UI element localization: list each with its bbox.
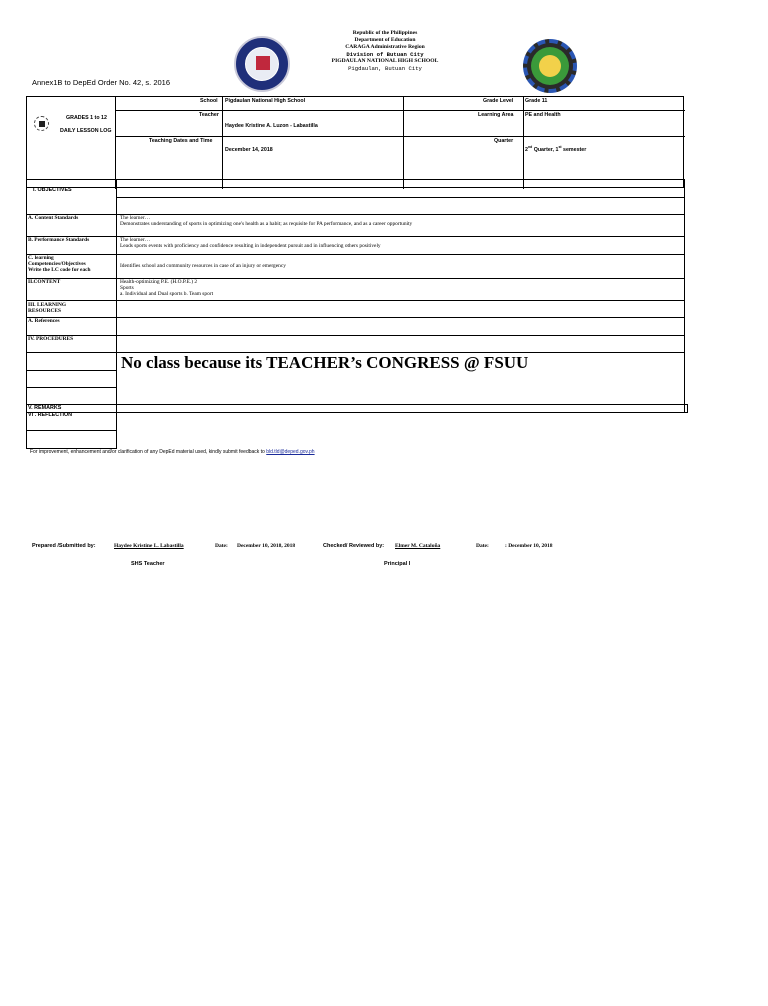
procedures-label: IV. PROCEDURES (28, 336, 74, 342)
checked-by-label: Checked/ Reviewed by: (323, 543, 385, 549)
header-line-6: Pigdaulan, Butuan City (348, 65, 422, 72)
lesson-plan-table (0, 0, 768, 460)
content-value: Health-optimizing P.E. (H.O.P.E.) 2 Sports a. Individual and Dual sports b. Team sport (120, 279, 214, 298)
performance-standards-label: B. Performance Standards (28, 237, 90, 243)
performance-standards-value: The learner… Leads sports events with proficiency and confidence resulting in independent pursuit and in influencing others positively (120, 237, 381, 250)
prepared-by-role: SHS Teacher (131, 561, 165, 567)
date-label-1: Date: (215, 543, 228, 549)
grade-level-value: Grade 11 (525, 98, 548, 104)
date-value-1: December 10, 2018, 2018 (237, 543, 296, 549)
competencies-label: C. learning Competencies/Objectives Write the LC code for each (28, 255, 91, 274)
remarks-label: V. REMARKS (28, 405, 62, 411)
header-line-1: Republic of the Philippines (352, 30, 418, 36)
header-line-4: Division of Butuan City (346, 51, 424, 58)
teacher-value: Haydee Kristine A. Luzon - Labastilla (225, 123, 318, 129)
header-line-3: CARAGA Administrative Region (345, 44, 425, 50)
teacher-label: Teacher (199, 112, 219, 118)
no-class-notice: No class because its TEACHER’s CONGRESS @ FSUU (121, 353, 529, 372)
school-value: Pigdaulan National High School (225, 98, 306, 104)
content-standards-label: A. Content Standards (28, 215, 79, 221)
prepared-by-label: Prepared /Submitted by: (32, 543, 96, 549)
dates-value: December 14, 2018 (225, 147, 273, 153)
learning-area-label: Learning Area (478, 112, 514, 118)
date-label-2: Date: (476, 543, 489, 549)
checked-by-role: Principal I (384, 561, 411, 567)
dates-label: Teaching Dates and Time (149, 138, 213, 144)
grades-label: GRADES 1 to 12 (66, 115, 107, 121)
references-label: A. References (28, 318, 60, 324)
learning-resources-label: III. LEARNING RESOURCES (28, 302, 67, 315)
content-label: II.CONTENT (28, 279, 61, 285)
reflection-label: VI . REFLECTION (28, 412, 73, 418)
annex-text: Annex1B to DepEd Order No. 42, s. 2016 (32, 78, 170, 87)
quarter-value: 2nd Quarter, 1st semester (525, 145, 587, 153)
log-title: DAILY LESSON LOG (60, 128, 112, 134)
school-label: School (200, 98, 218, 104)
grade-level-label: Grade Level (483, 98, 514, 104)
feedback-email-link[interactable]: bld.tld@deped.gov.ph (266, 449, 315, 455)
header-line-2: Department of Education (354, 37, 416, 43)
content-standards-value: The learner… Demonstrates understanding of sports in optimizing one's health as a habit; as requisite for PA performance, and as a career opportunity (120, 215, 413, 228)
date-value-2: : December 10, 2018 (505, 543, 553, 549)
checked-by-name: Elmer M. Cataloña (395, 543, 441, 549)
competencies-value: Identifies school and community resources in case of an injury or emergency (120, 263, 286, 269)
objectives-label: I. OBJECTIVES (33, 187, 72, 193)
quarter-label: Quarter (494, 138, 514, 144)
feedback-note: For improvement, enhancement and/or clarification of any DepEd material used, kindly submit feedback to bld.tld@deped.gov.ph (30, 449, 315, 455)
prepared-by-name: Haydee Kristine L. Labastilla (114, 543, 184, 549)
learning-area-value: PE and Health (525, 112, 561, 118)
header-line-5: PIGDAULAN NATIONAL HIGH SCHOOL (331, 58, 439, 64)
